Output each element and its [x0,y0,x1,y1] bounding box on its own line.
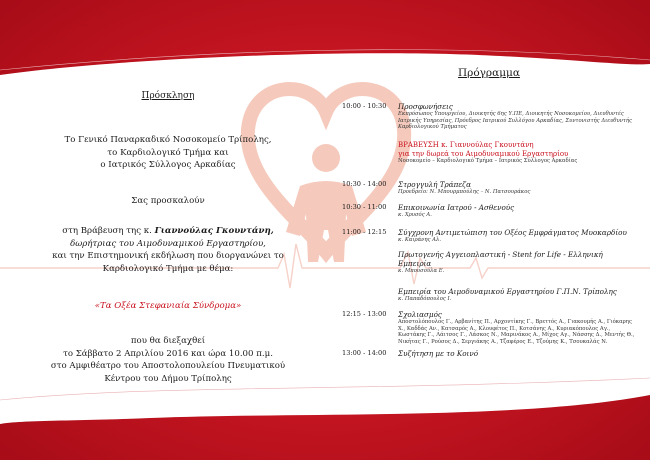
event-prefix: στη Βράβευση της κ. [62,226,155,236]
program-title: Πρόγραμμα [458,67,520,79]
honoree-name: Γιαννούλας Γκουντάνη, [154,226,274,236]
invitation-intro [0,134,336,172]
item-heading: Συζήτηση με το Κοινό [398,349,479,358]
item-detail: κ. Μπουσούλα Ε. [398,268,445,274]
item-time: 11:00 - 12:15 [342,228,387,236]
detail-line: το Σάββατο 2 Απριλίου 2016 και ώρα 10.00 π.μ. [63,348,273,359]
item-time: 10:30 - 14:00 [342,180,387,188]
intro-line: Το Γενικό Παναρκαδικό Νοσοκομείο Τρίπολης, [64,135,272,145]
item-heading: Επικοινωνία Ιατρού - Ασθενούς [398,203,515,212]
invitation-heading: Πρόσκληση [141,91,195,101]
item-detail: Αποστολόπουλος Γ., Αρβανίτης Π., Αρχοντίκης Γ., Βρεττός Α., Γιακουμής Α., Γιόκαρης Χ., Καδδάς Αν., Κατσαρός Α., Κλουφέτος Π., Κοτσάνης Α., Κυριακόπουλος Αγ., Κωστάκης Γ., Λάιτσος Γ., Λάσκος Ν., Μαρινάκος Α., Μίχος Αγ., Νάσσης Δ., Μεντής Θ., Νικήτας Γ., Ρούσος Δ., Σεργιάκης Α., Τζαφέρος Ε., Τζούμης Κ., Τσουκαλάς Ν. [398,319,635,345]
event-line [0,225,336,238]
event-block [0,225,336,275]
item-detail: Εκπρόσωπος Υπουργείου, Διοικητής 6ης Υ.ΠΕ, Διοικητής Νοσοκομείου, Διευθυντές Ιατρικής Υπηρεσίας, Πρόεδρος Ιατρικού Συλλόγου Αρκαδίας, Συντονιστής Διευθυντής Καρδιολογικού Τμήματος [398,111,632,130]
event-theme: «Τα Οξέα Στεφανιαία Σύνδρομα» [94,301,242,311]
item-heading: Πρωτογενής Αγγειοπλαστική - Stent for Life - Ελληνική Εμπειρία [398,250,603,268]
item-heading: Εμπειρία του Αιμοδυναμικού Εργαστηρίου Γ.Π.Ν. Τρίπολης [398,287,617,296]
item-time: 10:30 - 11:00 [342,203,387,211]
item-detail: κ. Χρυσός Α. [398,212,432,218]
item-heading: Σύγχρονη Αντιμετώπιση του Οξέος Εμφράγματος Μυοκαρδίου [398,228,627,237]
item-time: 13:00 - 14:00 [342,349,387,357]
item-heading: Σχολιασμός [398,310,442,319]
event-line: Καρδιολογικό Τμήμα με θέμα: [102,263,234,274]
detail-line: Κέντρου του Δήμου Τρίπολης [104,373,232,384]
intro-line: ο Ιατρικός Σύλλογος Αρκαδίας [100,160,236,171]
item-heading-2: για την δωρεά του Αιμοδυναμικού Εργαστηρίου [398,149,569,158]
details-block [0,335,336,385]
event-line: δωρήτριας του Αιμοδυναμικού Εργαστηρίου, [70,238,266,249]
theme-block [0,300,336,313]
item-detail: Προεδρείο: Ν. Μπουρμπούλης – Ν. Πατσουράκος [398,189,531,195]
detail-line: στο Αμφιθέατρο του Αποστολοπουλείου Πνευματικού [50,361,286,372]
item-time: 10:00 - 10:30 [342,102,387,110]
item-detail: κ. Παπαδόπουλος Ι. [398,296,452,302]
item-heading: Προσφωνήσεις [398,102,453,111]
invite-line-block [0,195,336,208]
detail-line: που θα διεξαχθεί [130,336,206,346]
item-detail: Νοσοκομείο – Καρδιολογικό Τμήμα – Ιατρικός Σύλλογος Αρκαδίας [398,158,578,165]
invitation-column [0,90,336,103]
intro-line: το Καρδιολογικό Τμήμα και [107,147,229,158]
item-time: 12:15 - 13:00 [342,310,387,318]
item-heading: Στρογγυλή Τράπεζα [398,180,471,189]
event-line: και την Επιστημονική εκδήλωση που διοργανώνει το [52,251,284,262]
item-heading: ΒΡΑΒΕΥΣΗ κ. Γιαννούλας Γκουντάνη [398,141,534,149]
item-detail: κ. Καιράνης Αλ. [398,237,442,243]
invite-line: Σας προσκαλούν [131,196,205,206]
